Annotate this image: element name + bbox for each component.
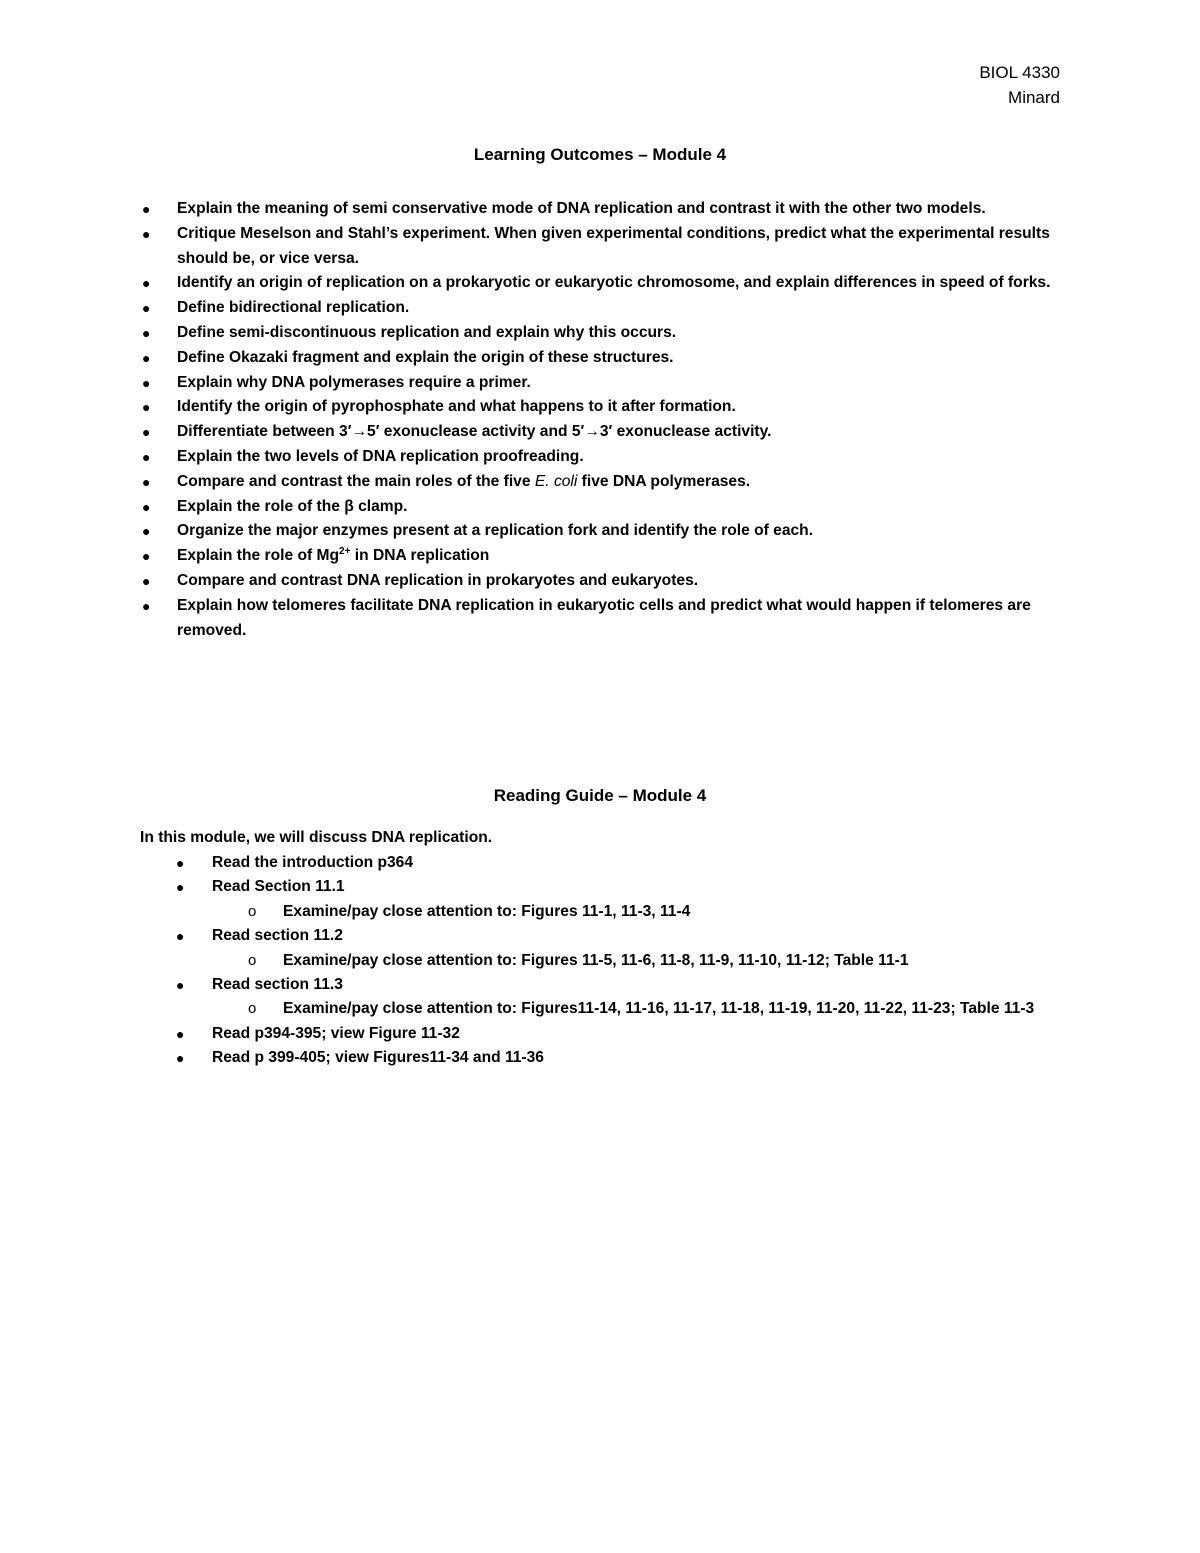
reading-sub-list: [212, 900, 1060, 924]
bullet-icon: ●: [142, 201, 151, 217]
reading-item-text: Read p394-395; view Figure 11-32: [212, 1024, 460, 1042]
learning-outcomes-list: [140, 197, 1060, 643]
reading-item-text: Read section 11.2: [212, 927, 343, 945]
outcome-text: Explain the role of the β clamp.: [177, 497, 408, 515]
outcome-text: Explain the two levels of DNA replication proofreading.: [177, 447, 584, 465]
bullet-icon: ●: [142, 374, 151, 391]
reading-sub-text: Examine/pay close attention to: Figures11-14, 11-16, 11-17, 11-18, 11-19, 11-20, 11-22, 11-23; Table 11-3: [283, 1000, 1035, 1018]
outcome-item: [140, 296, 1060, 321]
outcome-text: Define semi-discontinuous replication and explain why this occurs.: [177, 323, 677, 341]
bullet-icon: ●: [142, 548, 151, 565]
outcome-item: [140, 271, 1060, 296]
course-code: BIOL 4330: [979, 63, 1060, 82]
bullet-icon: ●: [142, 275, 151, 292]
outcome-item: [140, 197, 1060, 222]
reading-sub-item: [212, 900, 1060, 924]
bullet-icon: ●: [142, 597, 151, 614]
outcome-text: Define bidirectional replication.: [177, 299, 410, 317]
reading-sub-list: [212, 949, 1060, 973]
outcome-item: [140, 420, 1060, 445]
superscript: 2+: [339, 545, 351, 557]
bullet-icon: ●: [142, 349, 151, 366]
reading-item: [140, 875, 1060, 924]
outcome-item: [140, 594, 1060, 644]
reading-item-text: Read section 11.3: [212, 976, 343, 994]
bullet-icon: ●: [176, 1025, 185, 1042]
outcome-text: Compare and contrast DNA replication in prokaryotes and eukaryotes.: [177, 571, 699, 589]
bullet-icon: ●: [142, 498, 151, 515]
outcome-item: [140, 544, 1060, 569]
reading-item-text: Read Section 11.1: [212, 878, 345, 896]
learning-outcomes-title: Learning Outcomes – Module 4: [473, 145, 727, 164]
outcome-text: Define Okazaki fragment and explain the origin of these structures.: [177, 348, 674, 366]
outcome-text: Explain the role of $Mg^{2+}$ in DNA replication: [177, 545, 490, 565]
outcome-text: Identify the origin of pyrophosphate and what happens to it after formation.: [177, 398, 736, 416]
outcome-item: [140, 346, 1060, 371]
outcome-text: Critique Meselson and Stahl’s experiment. When given experimental conditions, predict what the experimental results should be, or vice versa.: [177, 224, 1050, 267]
reading-item: [140, 1046, 1060, 1070]
reading-item: [140, 851, 1060, 875]
bullet-icon: ●: [176, 977, 185, 994]
reading-sub-text: Examine/pay close attention to: Figures 11-5, 11-6, 11-8, 11-9, 11-10, 11-12; Table 11-1: [283, 951, 909, 969]
outcome-text: Organize the major enzymes present at a replication fork and identify the role of each.: [177, 522, 814, 540]
reading-guide-intro: In this module, we will discuss DNA replication.: [140, 829, 493, 846]
bullet-icon: ●: [142, 523, 151, 540]
outcome-text: Compare and contrast the main roles of the five E. coli five DNA polymerases.: [177, 472, 751, 490]
reading-item: [140, 924, 1060, 973]
circle-bullet-icon: o: [248, 951, 257, 969]
outcome-item: [140, 569, 1060, 594]
bullet-icon: ●: [142, 300, 151, 317]
reading-guide-title: Reading Guide – Module 4: [493, 786, 707, 805]
circle-bullet-icon: o: [248, 902, 257, 920]
outcome-text: Explain how telomeres facilitate DNA replication in eukaryotic cells and predict what would happen if telomeres are removed.: [177, 596, 1031, 639]
outcome-text: Explain why DNA polymerases require a primer.: [177, 373, 531, 391]
outcome-item: [140, 519, 1060, 544]
reading-guide-list: [140, 851, 1060, 1071]
bullet-icon: ●: [176, 879, 185, 896]
italic-term: E. coli: [534, 472, 578, 490]
bullet-icon: ●: [142, 448, 151, 465]
bullet-icon: ●: [176, 1050, 185, 1067]
bullet-icon: ●: [176, 855, 185, 871]
outcome-item: [140, 470, 1060, 495]
reading-sub-item: [212, 997, 1060, 1021]
reading-item-text: Read p 399-405; view Figures11-34 and 11-36: [212, 1049, 544, 1067]
bullet-icon: ●: [142, 572, 151, 589]
outcome-item: [140, 222, 1060, 272]
reading-sub-item: [212, 949, 1060, 973]
reading-item: [140, 973, 1060, 1022]
outcome-item: [140, 495, 1060, 520]
bullet-icon: ●: [142, 324, 151, 341]
bullet-icon: ●: [142, 399, 151, 416]
outcome-item: [140, 395, 1060, 420]
outcome-text: Differentiate between 3′→5′ exonuclease activity and 5′→3′ exonuclease activity.: [177, 423, 772, 441]
outcome-item: [140, 445, 1060, 470]
bullet-icon: ●: [142, 473, 151, 490]
outcome-text: Identify an origin of replication on a prokaryotic or eukaryotic chromosome, and explain differences in speed of forks.: [177, 274, 1051, 292]
reading-item: [140, 1022, 1060, 1046]
bullet-icon: ●: [142, 225, 151, 242]
instructor-name: Minard: [1008, 88, 1060, 107]
circle-bullet-icon: o: [248, 1000, 257, 1018]
bullet-icon: ●: [176, 928, 185, 945]
reading-sub-text: Examine/pay close attention to: Figures 11-1, 11-3, 11-4: [283, 902, 691, 920]
outcome-item: [140, 321, 1060, 346]
reading-sub-list: [212, 997, 1060, 1021]
outcome-item: [140, 371, 1060, 396]
reading-item-text: Read the introduction p364: [212, 854, 414, 871]
header-block: [979, 60, 1060, 110]
outcome-text: Explain the meaning of semi conservative mode of DNA replication and contrast it with the other two models.: [177, 200, 986, 217]
bullet-icon: ●: [142, 424, 151, 441]
